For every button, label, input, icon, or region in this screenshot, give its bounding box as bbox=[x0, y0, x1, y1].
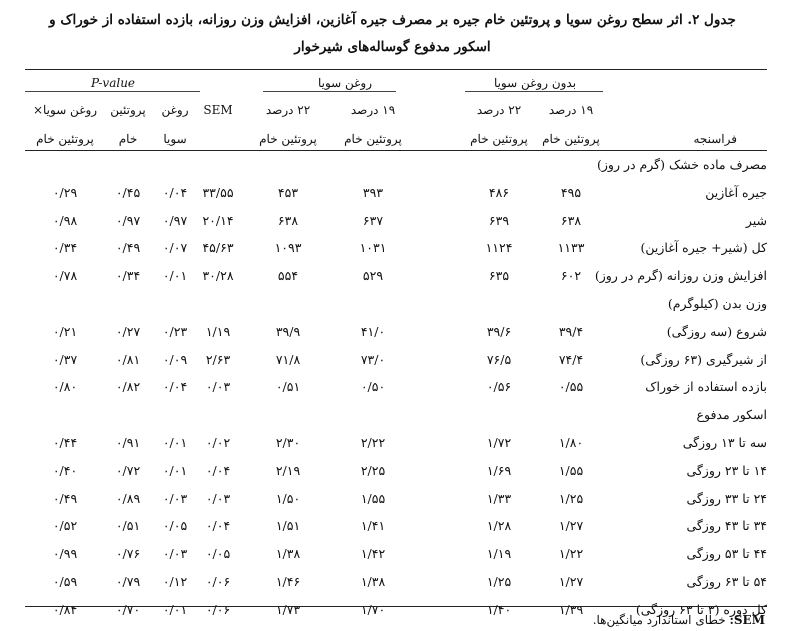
row-label: ۳۴ تا ۴۳ روزگی bbox=[686, 518, 767, 534]
table-cell: ۲/۱۹ bbox=[275, 462, 301, 478]
table-cell: ۱/۲۵ bbox=[558, 490, 584, 506]
table-cell: ۱/۷۲ bbox=[486, 435, 512, 450]
row-label: از شیرگیری (۶۳ روزگی) bbox=[640, 351, 767, 367]
table-cell: ۰/۳۷ bbox=[52, 351, 78, 367]
table-cell: ۰/۵۲ bbox=[52, 518, 78, 534]
table-cell: ۱/۲۵ bbox=[486, 574, 512, 589]
row-label: شروع (سه روزگی) bbox=[666, 323, 767, 339]
table-cell: ۰/۲۱ bbox=[52, 323, 78, 339]
table-top-rule bbox=[25, 69, 767, 70]
table-cell: ۰/۰۳ bbox=[162, 546, 188, 562]
table-cell: ۰/۰۷ bbox=[162, 240, 188, 256]
table-cell: ۰/۰۴ bbox=[162, 184, 188, 200]
row-label: اسکور مدفوع bbox=[696, 407, 767, 423]
table-cell: ۰/۵۶ bbox=[486, 379, 512, 395]
row-label: سه تا ۱۳ روزگی bbox=[682, 435, 767, 450]
table-cell: ۰/۷۹ bbox=[115, 574, 141, 589]
table-cell: ۰/۳۴ bbox=[52, 240, 78, 256]
col-no-oil-19-cp: پروتئین خام bbox=[542, 132, 600, 146]
caption-line-1: جدول ۲. اثر سطح روغن سویا و پروتئین خام جیره بر مصرف جیره آغازین، افزایش وزن روزانه، بازده استفاده از خوراک و bbox=[49, 12, 736, 28]
col-oil-22-cp: پروتئین خام bbox=[259, 132, 317, 146]
table-cell: ۱۱۲۴ bbox=[485, 240, 513, 256]
table-cell: ۰/۷۲ bbox=[115, 462, 141, 478]
table-cell: ۰/۸۲ bbox=[115, 379, 141, 395]
table-cell: ۰/۰۱ bbox=[162, 462, 188, 478]
table-cell: ۰/۰۵ bbox=[162, 518, 188, 534]
table-cell: ۰/۱۲ bbox=[162, 574, 188, 589]
row-label: مصرف ماده خشک (گرم در روز) bbox=[597, 157, 767, 172]
table-cell: ۰/۰۳ bbox=[162, 490, 188, 506]
table-cell: ۰/۰۶ bbox=[205, 601, 231, 617]
table-cell: ۰/۸۹ bbox=[115, 490, 141, 506]
table-cell: ۳۹/۴ bbox=[558, 323, 584, 339]
table-cell: ۱/۵۱ bbox=[275, 518, 301, 534]
table-cell: ۲/۶۳ bbox=[205, 351, 231, 367]
group-soybean-oil: روغن سویا bbox=[317, 76, 373, 90]
row-label: ۲۴ تا ۳۳ روزگی bbox=[686, 490, 767, 506]
table-cell: ۰/۰۱ bbox=[162, 435, 188, 450]
table-cell: ۷۶/۵ bbox=[486, 351, 512, 367]
row-label: کل (شیر+ جیره آغازین) bbox=[640, 240, 767, 256]
col-sem: SEM bbox=[203, 103, 233, 117]
row-label: ۵۴ تا ۶۳ روزگی bbox=[686, 574, 767, 589]
table-cell: ۱/۶۹ bbox=[486, 462, 512, 478]
table-cell: ۰/۵۹ bbox=[52, 574, 78, 589]
table-cell: ۱۱۳۳ bbox=[557, 240, 585, 256]
table-cell: ۱/۳۹ bbox=[558, 601, 584, 617]
table-cell: ۰/۸۱ bbox=[115, 351, 141, 367]
footnote-text: خطای استاندارد میانگین‌ها. bbox=[592, 613, 730, 627]
row-label: افزایش وزن روزانه (گرم در روز) bbox=[594, 268, 767, 284]
table-cell: ۲۰/۱۴ bbox=[202, 212, 234, 228]
table-cell: ۰/۵۱ bbox=[275, 379, 301, 395]
col-oil-19: ۱۹ درصد bbox=[350, 103, 396, 117]
table-cell: ۰/۹۸ bbox=[52, 212, 78, 228]
header-bottom-rule bbox=[25, 150, 767, 151]
table-cell: ۰/۵۱ bbox=[115, 518, 141, 534]
table-cell: ۵۲۹ bbox=[362, 268, 384, 284]
table-cell: ۰/۰۱ bbox=[162, 601, 188, 617]
table-cell: ۰/۸۰ bbox=[52, 379, 78, 395]
col-oil-19-cp: پروتئین خام bbox=[344, 132, 402, 146]
row-label: کل دوره (۳ تا ۶۳ روزگی) bbox=[635, 601, 767, 617]
table-bottom-rule bbox=[25, 606, 767, 607]
table-cell: ۰/۰۵ bbox=[205, 546, 231, 562]
table-cell: ۰/۷۰ bbox=[115, 601, 141, 617]
table-cell: ۵۵۴ bbox=[277, 268, 299, 284]
table-cell: ۰/۴۹ bbox=[115, 240, 141, 256]
col-p-int-line2: پروتئین خام bbox=[36, 132, 94, 146]
group-rule-oil bbox=[263, 91, 396, 92]
table-cell: ۷۳/۰ bbox=[360, 351, 386, 367]
table-cell: ۱/۴۱ bbox=[360, 518, 386, 534]
table-cell: ۰/۰۲ bbox=[205, 435, 231, 450]
row-label: جیره آغازین bbox=[705, 184, 767, 200]
table-cell: ۰/۰۳ bbox=[205, 379, 231, 395]
col-p-oil-line1: روغن bbox=[161, 103, 189, 117]
table-cell: ۱/۵۵ bbox=[360, 490, 386, 506]
table-cell: ۱۰۳۱ bbox=[359, 240, 387, 256]
table-cell: ۴۱/۰ bbox=[360, 323, 386, 339]
table-cell: ۰/۵۰ bbox=[360, 379, 386, 395]
table-cell: ۱/۱۹ bbox=[486, 546, 512, 562]
table-cell: ۱/۴۶ bbox=[275, 574, 301, 589]
table-cell: ۰/۴۴ bbox=[52, 435, 78, 450]
col-no-oil-22-cp: پروتئین خام bbox=[470, 132, 528, 146]
table-caption bbox=[20, 7, 765, 61]
group-no-soybean-oil: بدون روغن سویا bbox=[493, 76, 577, 90]
table-cell: ۷۱/۸ bbox=[275, 351, 301, 367]
table-cell: ۶۳۹ bbox=[488, 212, 510, 228]
table-cell: ۰/۲۹ bbox=[52, 184, 78, 200]
group-rule-pvalue bbox=[25, 91, 200, 92]
table-cell: ۱/۲۷ bbox=[558, 518, 584, 534]
table-cell: ۰/۰۱ bbox=[162, 268, 188, 284]
table-cell: ۱/۲۷ bbox=[558, 574, 584, 589]
table-cell: ۱/۷۳ bbox=[275, 601, 301, 617]
table-cell: ۴۵۳ bbox=[277, 184, 299, 200]
table-cell: ۳۳/۵۵ bbox=[202, 184, 234, 200]
row-label: ۴۴ تا ۵۳ روزگی bbox=[686, 546, 767, 562]
table-cell: ۱/۲۲ bbox=[558, 546, 584, 562]
row-label: ۱۴ تا ۲۳ روزگی bbox=[686, 462, 767, 478]
table-cell: ۳۹۳ bbox=[362, 184, 384, 200]
table-cell: ۶۳۷ bbox=[362, 212, 384, 228]
table-cell: ۰/۰۴ bbox=[162, 379, 188, 395]
col-p-cp-line1: پروتئین bbox=[110, 103, 146, 117]
table-cell: ۴۵/۶۳ bbox=[202, 240, 234, 256]
group-p-value: P-value bbox=[90, 76, 136, 90]
table-cell: ۶۰۲ bbox=[560, 268, 582, 284]
table-cell: ۰/۰۹ bbox=[162, 351, 188, 367]
table-cell: ۱/۳۳ bbox=[486, 490, 512, 506]
table-cell: ۰/۴۰ bbox=[52, 462, 78, 478]
table-cell: ۰/۰۶ bbox=[205, 574, 231, 589]
col-oil-22: ۲۲ درصد bbox=[265, 103, 311, 117]
group-rule-no-oil bbox=[465, 91, 603, 92]
table-cell: ۱/۱۹ bbox=[205, 323, 231, 339]
col-p-int-line1: روغن سویا× bbox=[32, 103, 98, 117]
table-cell: ۱/۸۰ bbox=[558, 435, 584, 450]
table-cell: ۰/۷۸ bbox=[52, 268, 78, 284]
table-cell: ۴۹۵ bbox=[560, 184, 582, 200]
table-cell: ۰/۰۳ bbox=[205, 490, 231, 506]
footnote bbox=[593, 613, 765, 627]
table-cell: ۰/۹۱ bbox=[115, 435, 141, 450]
col-p-cp-line2: خام bbox=[118, 132, 138, 146]
col-no-oil-19: ۱۹ درصد bbox=[548, 103, 594, 117]
table-cell: ۱/۲۸ bbox=[486, 518, 512, 534]
table-cell: ۱/۴۰ bbox=[486, 601, 512, 617]
table-cell: ۳۰/۲۸ bbox=[202, 268, 234, 284]
table-cell: ۰/۰۴ bbox=[205, 518, 231, 534]
table-cell: ۱۰۹۳ bbox=[274, 240, 302, 256]
table-cell: ۱/۳۸ bbox=[360, 574, 386, 589]
col-parameter: فراسنجه bbox=[693, 132, 737, 146]
table-cell: ۱/۴۲ bbox=[360, 546, 386, 562]
col-no-oil-22: ۲۲ درصد bbox=[476, 103, 522, 117]
row-label: شیر bbox=[745, 212, 767, 228]
table-cell: ۰/۹۷ bbox=[162, 212, 188, 228]
table-cell: ۶۳۸ bbox=[277, 212, 299, 228]
table-cell: ۰/۴۵ bbox=[115, 184, 141, 200]
row-label: وزن بدن (کیلوگرم) bbox=[667, 296, 767, 311]
table-cell: ۰/۰۴ bbox=[205, 462, 231, 478]
table-cell: ۰/۵۵ bbox=[558, 379, 584, 395]
footnote-abbr: SEM: bbox=[729, 613, 765, 627]
table-cell: ۲/۲۲ bbox=[360, 435, 386, 450]
col-p-oil-line2: سویا bbox=[163, 132, 187, 146]
table-cell: ۴۸۶ bbox=[488, 184, 510, 200]
table-cell: ۰/۴۹ bbox=[52, 490, 78, 506]
table-cell: ۷۴/۴ bbox=[558, 351, 584, 367]
table-cell: ۰/۲۳ bbox=[162, 323, 188, 339]
table-cell: ۳۹/۶ bbox=[486, 323, 512, 339]
table-cell: ۱/۳۸ bbox=[275, 546, 301, 562]
table-cell: ۳۹/۹ bbox=[275, 323, 301, 339]
table-cell: ۰/۹۹ bbox=[52, 546, 78, 562]
table-cell: ۰/۳۴ bbox=[115, 268, 141, 284]
table-cell: ۶۳۵ bbox=[488, 268, 510, 284]
table-cell: ۱/۷۰ bbox=[360, 601, 386, 617]
table-cell: ۶۳۸ bbox=[560, 212, 582, 228]
table-cell: ۰/۷۶ bbox=[115, 546, 141, 562]
table-cell: ۰/۸۴ bbox=[52, 601, 78, 617]
table-cell: ۱/۵۵ bbox=[558, 462, 584, 478]
table-cell: ۰/۲۷ bbox=[115, 323, 141, 339]
table-cell: ۰/۹۷ bbox=[115, 212, 141, 228]
table-cell: ۲/۳۰ bbox=[275, 435, 301, 450]
row-label: بازده استفاده از خوراک bbox=[645, 379, 767, 395]
table-cell: ۲/۲۵ bbox=[360, 462, 386, 478]
caption-line-2: اسکور مدفوع گوساله‌های شیرخوار bbox=[294, 39, 491, 55]
table-cell: ۱/۵۰ bbox=[275, 490, 301, 506]
